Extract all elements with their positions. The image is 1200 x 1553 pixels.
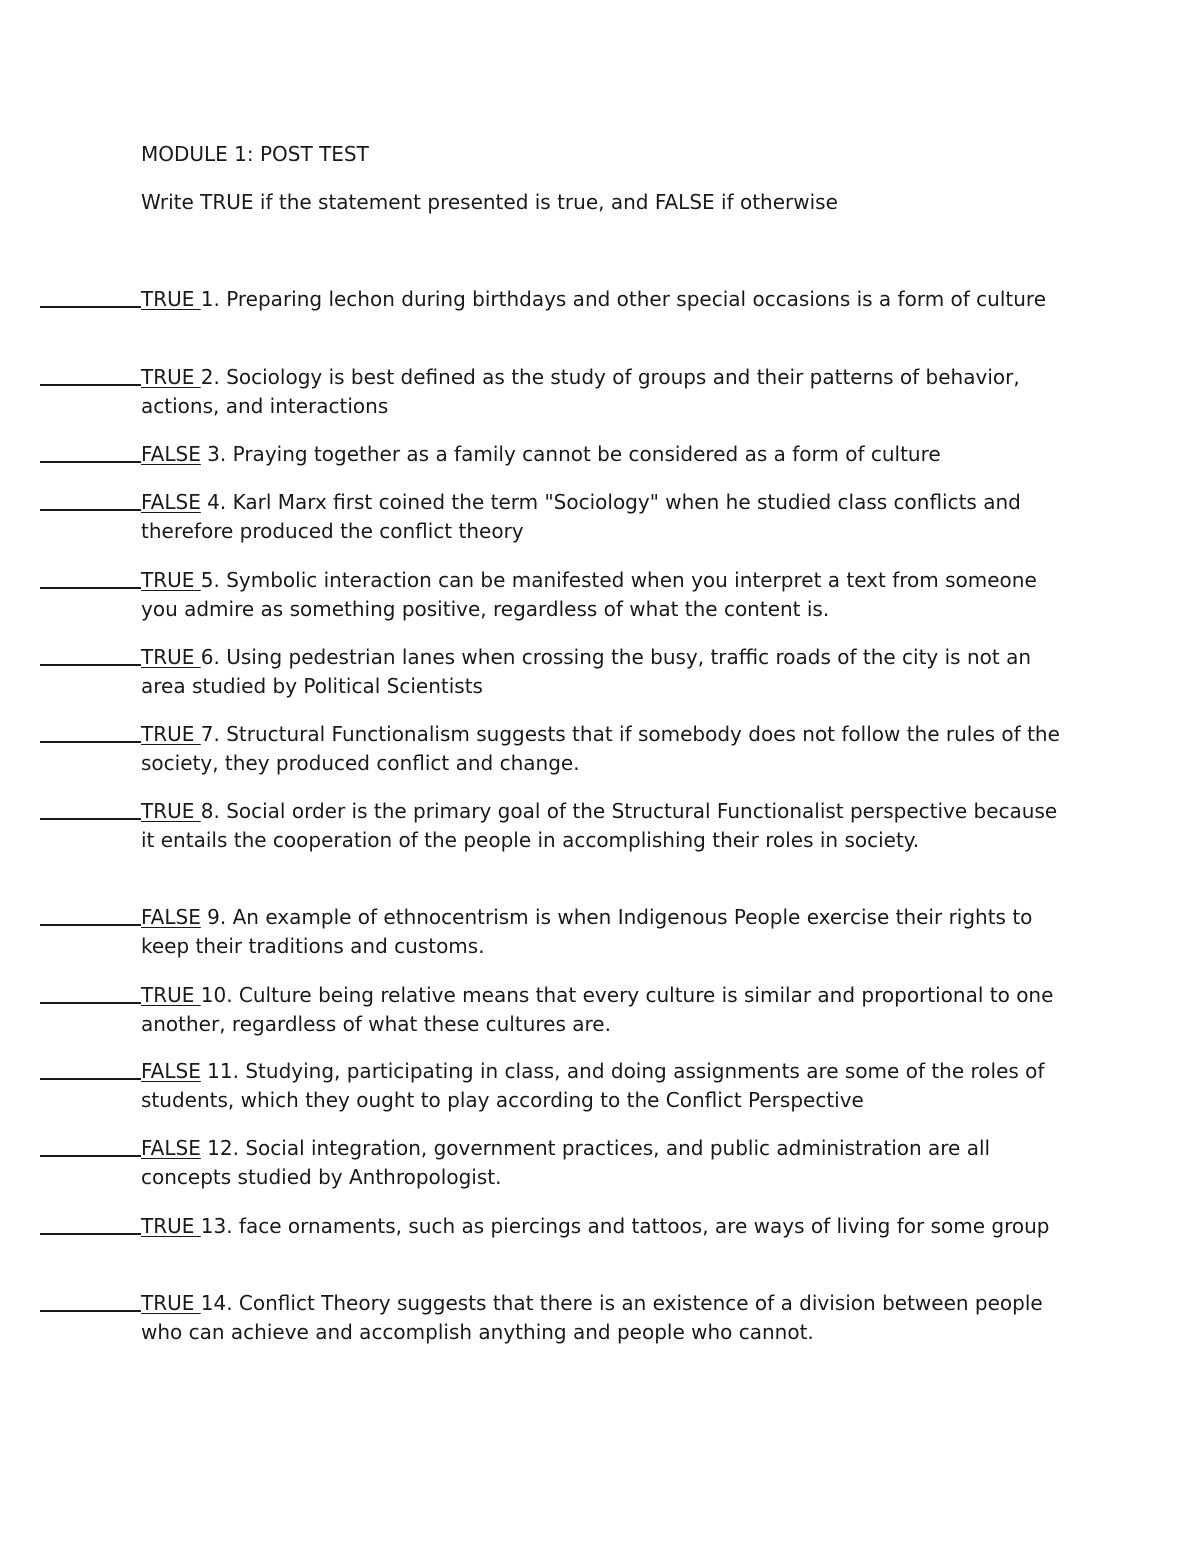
instructions-text: Write TRUE if the statement presented is true, and FALSE if otherwise bbox=[141, 190, 838, 214]
answer-text: FALSE bbox=[141, 490, 201, 514]
answer-blank-line bbox=[40, 1155, 141, 1157]
answer-text: TRUE bbox=[141, 722, 201, 746]
answer-blank-line bbox=[40, 384, 141, 386]
answer-blank-line bbox=[40, 664, 141, 666]
answer-blank-line bbox=[40, 1310, 141, 1312]
answer-text: TRUE bbox=[141, 1214, 201, 1238]
question-text: 5. Symbolic interaction can be manifested when you interpret a text from someone you admire as something positive, regardless of what the content is. bbox=[141, 568, 1037, 621]
question-text: 11. Studying, participating in class, and doing assignments are some of the roles of students, which they ought to play according to the Conflict Perspective bbox=[141, 1059, 1045, 1112]
answer-blank-line bbox=[40, 818, 141, 820]
answer-blank-line bbox=[40, 509, 141, 511]
answer-blank-line bbox=[40, 587, 141, 589]
question-item-8 bbox=[141, 797, 1071, 855]
question-text: 8. Social order is the primary goal of the Structural Functionalist perspective because it entails the cooperation of the people in accomplishing their roles in society. bbox=[141, 799, 1058, 852]
question-text: 10. Culture being relative means that every culture is similar and proportional to one another, regardless of what these cultures are. bbox=[141, 983, 1054, 1036]
question-text: 13. face ornaments, such as piercings and tattoos, are ways of living for some group bbox=[200, 1214, 1050, 1238]
answer-blank-line bbox=[40, 306, 141, 308]
question-text: 6. Using pedestrian lanes when crossing the busy, traffic roads of the city is not an area studied by Political Scientists bbox=[141, 645, 1032, 698]
question-item-1 bbox=[141, 285, 1071, 314]
question-item-13 bbox=[141, 1212, 1071, 1241]
answer-text: TRUE bbox=[141, 287, 201, 311]
answer-blank-line bbox=[40, 924, 141, 926]
answer-text: FALSE bbox=[141, 905, 201, 929]
answer-text: FALSE bbox=[141, 1059, 201, 1083]
question-item-14 bbox=[141, 1289, 1071, 1347]
answer-blank-line bbox=[40, 461, 141, 463]
question-item-9 bbox=[141, 903, 1071, 961]
document-title: MODULE 1: POST TEST bbox=[141, 142, 369, 166]
question-text: 12. Social integration, government practices, and public administration are all concepts studied by Anthropologist. bbox=[141, 1136, 991, 1189]
question-text: 1. Preparing lechon during birthdays and other special occasions is a form of culture bbox=[200, 287, 1047, 311]
answer-text: TRUE bbox=[141, 568, 201, 592]
question-text: 4. Karl Marx first coined the term "Sociology" when he studied class conflicts and therefore produced the conflict theory bbox=[141, 490, 1021, 543]
question-item-7 bbox=[141, 720, 1071, 778]
answer-blank-line bbox=[40, 1078, 141, 1080]
answer-blank-line bbox=[40, 741, 141, 743]
question-item-5 bbox=[141, 566, 1071, 624]
answer-blank-line bbox=[40, 1233, 141, 1235]
question-item-4 bbox=[141, 488, 1071, 546]
question-text: 2. Sociology is best defined as the study of groups and their patterns of behavior, actions, and interactions bbox=[141, 365, 1020, 418]
answer-text: FALSE bbox=[141, 1136, 201, 1160]
answer-blank-line bbox=[40, 1002, 141, 1004]
answer-text: TRUE bbox=[141, 983, 201, 1007]
question-item-6 bbox=[141, 643, 1071, 701]
question-item-10 bbox=[141, 981, 1071, 1039]
answer-text: TRUE bbox=[141, 799, 201, 823]
question-item-3 bbox=[141, 440, 1071, 469]
question-item-2 bbox=[141, 363, 1071, 421]
answer-text: TRUE bbox=[141, 1291, 201, 1315]
question-item-12 bbox=[141, 1134, 1071, 1192]
question-text: 9. An example of ethnocentrism is when Indigenous People exercise their rights to keep their traditions and customs. bbox=[141, 905, 1033, 958]
question-text: 14. Conflict Theory suggests that there is an existence of a division between people who can achieve and accomplish anything and people who cannot. bbox=[141, 1291, 1043, 1344]
question-text: 3. Praying together as a family cannot be considered as a form of culture bbox=[200, 442, 941, 466]
answer-text: FALSE bbox=[141, 442, 201, 466]
question-text: 7. Structural Functionalism suggests that if somebody does not follow the rules of the society, they produced conflict and change. bbox=[141, 722, 1060, 775]
answer-text: TRUE bbox=[141, 645, 201, 669]
question-item-11 bbox=[141, 1057, 1071, 1115]
answer-text: TRUE bbox=[141, 365, 201, 389]
